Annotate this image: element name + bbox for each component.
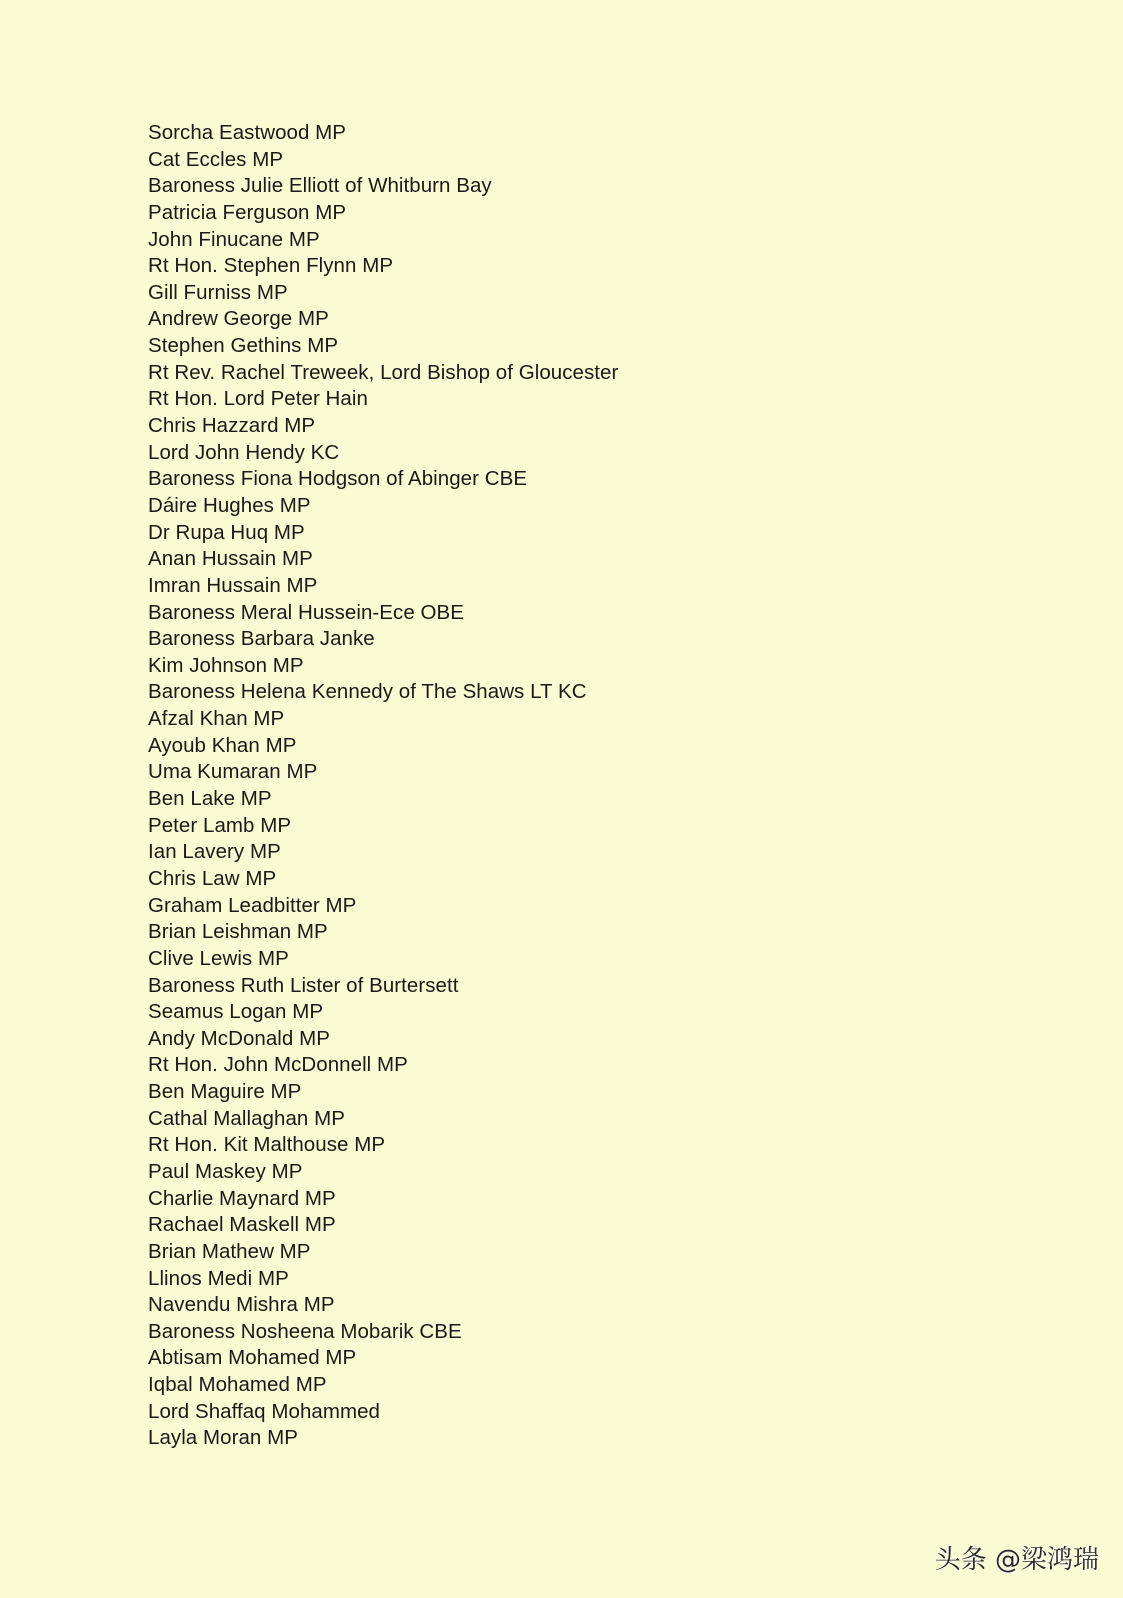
signatory-name: Ben Maguire MP <box>148 1080 302 1104</box>
signatory-name: Baroness Barbara Janke <box>148 627 375 651</box>
signatory-name: Layla Moran MP <box>148 1426 298 1450</box>
signatory-name: Ian Lavery MP <box>148 840 281 864</box>
signatory-name: Ben Lake MP <box>148 787 272 811</box>
signatory-name: Ayoub Khan MP <box>148 733 297 757</box>
signatory-name: Uma Kumaran MP <box>148 760 318 784</box>
signatory-name: Rt Hon. Lord Peter Hain <box>148 387 368 411</box>
signatory-name: Brian Mathew MP <box>148 1239 311 1263</box>
signatory-name: Afzal Khan MP <box>148 707 285 731</box>
signatory-name: Kim Johnson MP <box>148 653 304 677</box>
signatory-name: John Finucane MP <box>148 227 320 251</box>
signatory-name: Cathal Mallaghan MP <box>148 1106 345 1130</box>
signatory-name: Llinos Medi MP <box>148 1266 289 1290</box>
signatory-name: Sorcha Eastwood MP <box>148 121 347 144</box>
signatory-name: Anan Hussain MP <box>148 547 313 571</box>
signatory-name: Rt Hon. John McDonnell MP <box>148 1053 408 1077</box>
signatory-name: Dr Rupa Huq MP <box>148 520 305 544</box>
signatory-name: Baroness Helena Kennedy of The Shaws LT KC <box>148 680 587 704</box>
signatory-name: Lord John Hendy KC <box>148 440 340 464</box>
signatory-name: Peter Lamb MP <box>148 813 292 837</box>
signatory-name: Chris Law MP <box>148 866 277 890</box>
signatory-name: Charlie Maynard MP <box>148 1186 336 1210</box>
signatory-name: Rachael Maskell MP <box>148 1213 336 1237</box>
signatory-name: Baroness Ruth Lister of Burtersett <box>148 973 459 997</box>
signatory-name: Gill Furniss MP <box>148 280 288 304</box>
signatory-name: Baroness Fiona Hodgson of Abinger CBE <box>148 467 528 491</box>
signatory-name: Patricia Ferguson MP <box>148 200 347 224</box>
signatory-list <box>148 120 618 1452</box>
signatory-name: Iqbal Mohamed MP <box>148 1373 327 1397</box>
signatory-name: Cat Eccles MP <box>148 147 284 171</box>
signatory-name: Stephen Gethins MP <box>148 334 339 358</box>
signatory-name: Rt Rev. Rachel Treweek, Lord Bishop of Gloucester <box>148 360 619 384</box>
signatory-name: Andrew George MP <box>148 307 329 331</box>
signatory-name: Abtisam Mohamed MP <box>148 1346 357 1370</box>
signatory-name: Imran Hussain MP <box>148 573 318 597</box>
signatory-name: Baroness Julie Elliott of Whitburn Bay <box>148 174 492 198</box>
signatory-name: Clive Lewis MP <box>148 946 289 970</box>
watermark: 头条 @梁鸿瑞 <box>934 1545 1099 1575</box>
signatory-name: Rt Hon. Kit Malthouse MP <box>148 1133 386 1157</box>
signatory-name: Baroness Nosheena Mobarik CBE <box>148 1319 462 1343</box>
signatory-name: Baroness Meral Hussein-Ece OBE <box>148 600 464 624</box>
signatory-name: Paul Maskey MP <box>148 1159 303 1183</box>
signatory-name: Chris Hazzard MP <box>148 414 316 438</box>
signatory-name: Graham Leadbitter MP <box>148 893 357 917</box>
signatory-name: Dáire Hughes MP <box>148 493 311 517</box>
signatory-name: Andy McDonald MP <box>148 1026 330 1050</box>
signatory-name: Lord Shaffaq Mohammed <box>148 1399 381 1423</box>
signatory-name: Rt Hon. Stephen Flynn MP <box>148 254 394 278</box>
signatory-name: Navendu Mishra MP <box>148 1293 335 1317</box>
signatory-name: Seamus Logan MP <box>148 1000 324 1024</box>
signatory-name: Brian Leishman MP <box>148 920 328 944</box>
